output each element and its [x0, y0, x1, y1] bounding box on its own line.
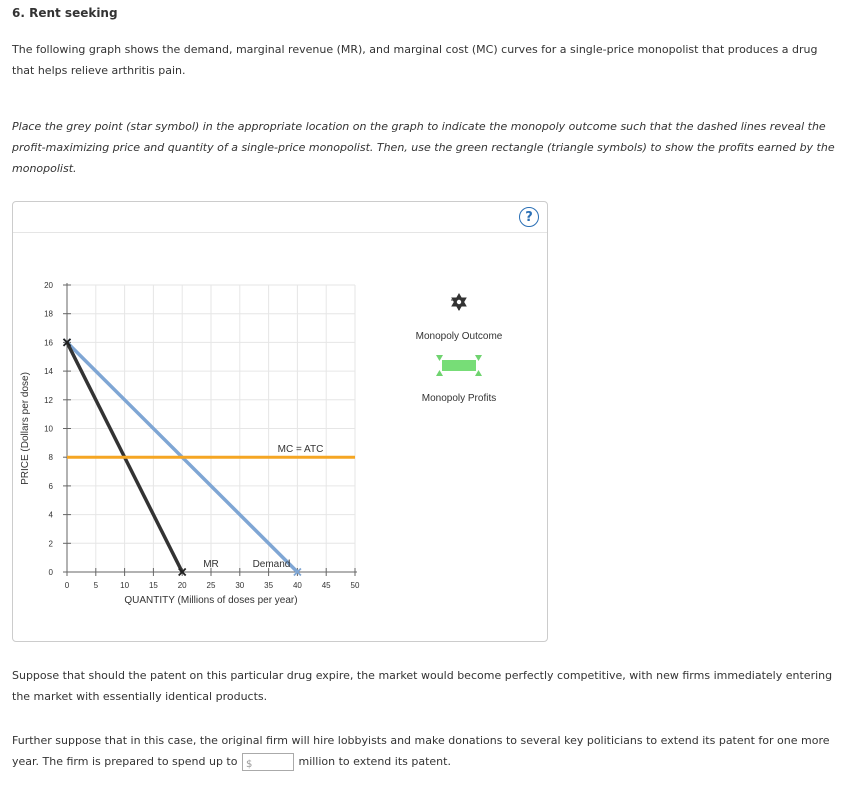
y-tick-label: 2	[48, 539, 53, 549]
x-tick-label: 40	[292, 581, 302, 590]
mr-label: MR	[203, 559, 219, 570]
demand-label: Demand	[252, 559, 291, 570]
x-tick-label: 10	[120, 581, 130, 590]
x-tick-label: 0	[64, 581, 70, 590]
green-rectangle-icon	[442, 360, 476, 371]
triangle-bl-icon	[436, 370, 443, 376]
x-tick-label: 15	[148, 581, 158, 590]
monopoly-profits-label: Monopoly Profits	[421, 393, 497, 404]
y-tick-label: 18	[44, 309, 53, 319]
x-axis-label: QUANTITY (Millions of doses per year)	[124, 595, 298, 606]
scenario-text: Suppose that should the patent on this particular drug expire, the market would become perfectly competitive, with new firms immediately entering the market with essentially identical products.	[12, 669, 833, 703]
triangle-tl-icon	[436, 355, 443, 361]
graph-svg	[13, 202, 547, 641]
x-tick-label: 45	[321, 581, 331, 590]
star-center-icon	[457, 300, 461, 304]
triangle-br-icon	[475, 370, 482, 376]
y-tick-label: 6	[48, 481, 53, 491]
x-tick-label: 5	[93, 581, 99, 590]
y-tick-label: 14	[44, 367, 53, 377]
y-tick-label: 4	[48, 510, 53, 520]
question-title: 6. Rent seeking	[12, 6, 118, 20]
lobby-text-before: Further suppose that in this case, the original firm will hire lobbyists and make donations to several key politicians to extend its patent for one more year. The firm is prepared to spend up to	[12, 734, 830, 768]
x-tick-label: 25	[206, 581, 216, 590]
y-tick-label: 12	[44, 395, 53, 405]
y-tick-label: 16	[44, 338, 53, 348]
monopoly-outcome-label: Monopoly Outcome	[415, 331, 503, 342]
lobby-text-after: million to extend its patent.	[298, 755, 451, 768]
y-axis-label: PRICE (Dollars per dose)	[20, 372, 31, 485]
chart	[20, 281, 360, 606]
triangle-tr-icon	[475, 355, 482, 361]
lobby-question	[12, 730, 842, 772]
monopoly-outcome-tool[interactable]	[416, 293, 503, 342]
mc-atc-label: MC = ATC	[277, 444, 324, 456]
graph-panel	[12, 201, 548, 642]
x-tick-label: 20	[177, 581, 187, 590]
instructions-text: Place the grey point (star symbol) in the appropriate location on the graph to indicate the monopoly outcome such that the dashed lines reveal the profit-maximizing price and quantity of a single-price monopolist. Then, use the green rectangle (triangle symbols) to show the profits earned by the monopolist.	[12, 120, 835, 175]
dollar-prefix: $	[245, 759, 253, 770]
y-tick-label: 20	[44, 281, 53, 290]
help-button[interactable]: ?	[519, 207, 539, 227]
monopoly-profits-tool[interactable]	[422, 355, 496, 404]
x-tick-label: 35	[264, 581, 274, 590]
y-tick-label: 8	[48, 453, 53, 463]
lobby-amount-input[interactable]	[242, 753, 294, 771]
y-tick-label: 10	[44, 424, 53, 434]
x-tick-label: 50	[350, 581, 360, 590]
x-tick-label: 30	[235, 581, 245, 590]
y-tick-label: 0	[48, 568, 53, 577]
intro-text: The following graph shows the demand, marginal revenue (MR), and marginal cost (MC) curves for a single-price monopolist that produces a drug that helps relieve arthritis pain.	[12, 43, 818, 77]
